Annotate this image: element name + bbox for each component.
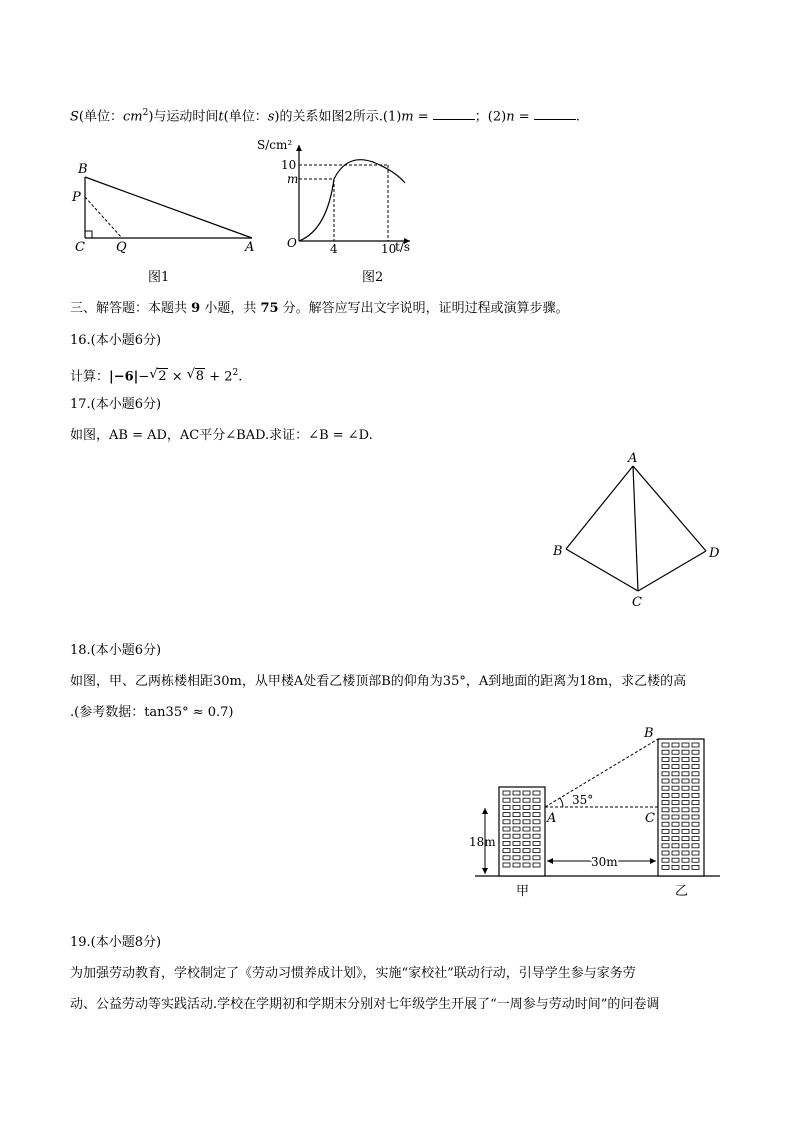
q16-expression xyxy=(70,364,242,386)
origin-label: O xyxy=(287,236,297,250)
label-a: A xyxy=(628,451,638,466)
figure-q17-kite xyxy=(545,450,725,620)
minus: − xyxy=(138,369,150,385)
q16-heading: 16.(本小题6分) xyxy=(70,333,162,348)
text-segment: ；(2) xyxy=(474,109,507,125)
figure-2-graph xyxy=(255,135,415,255)
var-m: m xyxy=(401,109,414,125)
label-d: D xyxy=(709,546,720,561)
section-3-header xyxy=(70,300,569,318)
text-segment: 小题，共 xyxy=(200,301,261,316)
text-segment: (单位： xyxy=(78,109,123,125)
label-b: B xyxy=(644,726,654,741)
label-c: C xyxy=(75,240,85,255)
diagonal-ac xyxy=(633,466,638,591)
equals: = xyxy=(514,109,534,125)
unit-exp: 2 xyxy=(142,108,149,118)
q17-heading: 17.(本小题6分) xyxy=(70,397,162,412)
label-c: C xyxy=(645,811,655,826)
side-ab xyxy=(566,466,633,549)
label-a: A xyxy=(245,240,255,255)
sqrt-symbol: √ xyxy=(186,367,196,383)
answer-blank-2 xyxy=(534,107,576,120)
sqrt-8 xyxy=(187,368,205,386)
radicand: 8 xyxy=(195,369,205,385)
figure-q18-buildings xyxy=(465,725,725,900)
text-segment: (单位： xyxy=(223,109,268,125)
label-c: C xyxy=(632,595,642,610)
side-bc xyxy=(566,549,638,591)
sqrt-symbol: √ xyxy=(149,367,158,383)
text-segment: 三、解答题：本题共 xyxy=(70,301,192,316)
period: . xyxy=(238,369,243,385)
angle-label: 35° xyxy=(572,793,594,807)
exponent: 2 xyxy=(232,368,239,378)
question-count: 9 xyxy=(191,301,201,316)
problem-15-tail-line xyxy=(70,104,580,126)
segment-pq xyxy=(85,197,122,238)
answer-blank-1 xyxy=(433,107,475,120)
var-n: n xyxy=(506,109,515,125)
var-t: t xyxy=(218,109,224,125)
sight-line-ab xyxy=(545,739,658,807)
side-dc xyxy=(638,551,706,591)
label-b: B xyxy=(553,544,563,559)
var-s: S xyxy=(70,109,79,125)
text-segment: )与运动时间 xyxy=(148,109,219,125)
label-yi: 乙 xyxy=(675,884,689,899)
x-tick-4: 4 xyxy=(330,242,338,256)
height-arrow-top xyxy=(482,808,488,814)
q18-text-line-2: .(参考数据：tan35° ≈ 0.7) xyxy=(70,705,234,720)
q19-text-line-1: 为加强劳动教育，学校制定了《劳动习惯养成计划》，实施“家校社”联动行动，引导学生参与家务劳 xyxy=(70,966,636,981)
q18-heading: 18.(本小题6分) xyxy=(70,643,162,658)
x-tick-10: 10 xyxy=(381,242,397,256)
total-score: 75 xyxy=(260,301,279,316)
y-axis-arrow xyxy=(296,145,302,151)
figure-1-caption: 图1 xyxy=(148,270,170,285)
height-arrow-bottom xyxy=(482,868,488,874)
sqrt-2 xyxy=(149,368,167,386)
radicand: 2 xyxy=(158,369,167,385)
label-p: P xyxy=(72,190,81,205)
equals: = xyxy=(413,109,433,125)
y-tick-10: 10 xyxy=(281,158,297,172)
y-tick-m: m xyxy=(287,172,299,186)
q17-text: 如图，AB = AD，AC平分∠BAD.求证：∠B = ∠D. xyxy=(70,428,373,443)
height-label: 18m xyxy=(469,835,496,849)
label-a: A xyxy=(547,811,557,826)
angle-arc xyxy=(560,798,563,807)
text-segment: 分。解答应写出文字说明，证明过程或演算步骤。 xyxy=(278,301,569,316)
plus-term: + 2 xyxy=(205,369,233,385)
label-b: B xyxy=(78,162,88,177)
abs-value: |−6| xyxy=(109,369,139,385)
q19-heading: 19.(本小题8分) xyxy=(70,935,162,950)
unit-s: s xyxy=(267,109,275,125)
unit-cm: cm xyxy=(122,109,143,125)
figure-1-triangle xyxy=(70,155,270,275)
curve-s-t xyxy=(299,160,405,241)
text-segment: 计算： xyxy=(70,369,110,385)
side-ba xyxy=(85,177,252,238)
distance-arrow-left xyxy=(547,858,553,864)
q19-text-line-2: 动、公益劳动等实践活动.学校在学期初和学期末分别对七年级学生开展了“一周参与劳动时间”的问卷调 xyxy=(70,997,660,1012)
label-jia: 甲 xyxy=(516,884,530,899)
distance-label: 30m xyxy=(591,855,618,869)
side-ad xyxy=(633,466,706,551)
text-segment: )的关系如图2所示.(1) xyxy=(274,109,402,125)
distance-arrow-right xyxy=(650,858,656,864)
times: × xyxy=(167,369,187,385)
figure-2-caption: 图2 xyxy=(362,270,384,285)
x-axis-label: t/s xyxy=(395,240,411,254)
label-q: Q xyxy=(116,240,127,255)
period: . xyxy=(575,109,580,125)
right-angle-mark xyxy=(85,231,92,238)
q18-text-line-1: 如图，甲、乙两栋楼相距30m，从甲楼A处看乙楼顶部B的仰角为35°，A到地面的距离为18m，求乙楼的高 xyxy=(70,674,687,689)
y-axis-label: S/cm² xyxy=(257,138,293,152)
